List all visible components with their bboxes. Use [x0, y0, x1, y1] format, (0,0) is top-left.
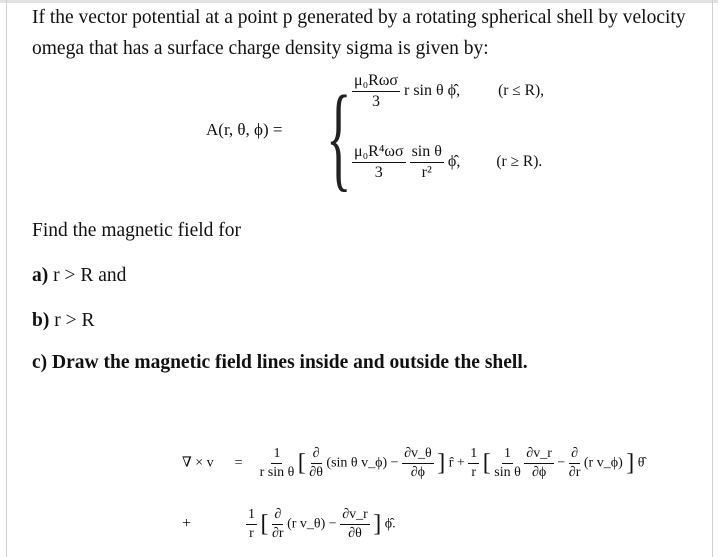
bracket-open: [	[297, 450, 306, 476]
part-b	[32, 310, 94, 332]
t3a-den: ∂r	[272, 526, 284, 541]
curl-t3-frac	[246, 507, 257, 542]
t2a-den: sin θ	[494, 465, 521, 480]
bracket-close: ]	[437, 450, 446, 476]
part-c-label: c)	[32, 352, 48, 373]
curl-t2c-frac	[569, 446, 581, 481]
case2-numerator1: μ₀R⁴ωσ	[352, 143, 406, 163]
problem-intro: If the vector potential at a point p generated by a rotating spherical shell by velocity omega that has a surface charge density sigma is given by:	[32, 7, 686, 59]
t2c-den: ∂r	[568, 465, 581, 480]
curl-t1b-frac	[402, 446, 434, 481]
t2-den: r	[471, 465, 477, 480]
t2b-num: ∂v_r	[524, 446, 554, 464]
t1-den: r sin θ	[259, 465, 295, 480]
case1-factor: r sin θ ϕ̂,	[403, 82, 461, 100]
t1a-den: ∂θ	[309, 465, 323, 480]
t3b-num: ∂v_r	[340, 507, 370, 525]
t2-arg: (r v_ϕ)	[583, 455, 623, 471]
t1b-num: ∂v_θ	[402, 446, 434, 464]
part-a	[32, 265, 126, 287]
t2-unit: θ̂	[637, 455, 645, 471]
t2-minus: −	[557, 455, 566, 471]
curl-formula-line2	[246, 507, 396, 542]
case2-denominator1: 3	[374, 164, 383, 181]
curl-t1a-frac	[309, 446, 323, 481]
t2b-den: ∂ϕ	[531, 465, 547, 480]
case1-condition: (r ≤ R),	[498, 82, 545, 100]
part-b-label: b)	[32, 310, 50, 331]
t3-den: r	[249, 526, 254, 541]
t2c-num: ∂	[569, 446, 580, 464]
part-b-text: r > R	[54, 310, 95, 331]
part-a-label: a)	[32, 265, 49, 286]
t2a-num: 1	[502, 446, 513, 464]
task-text: Find the magnetic field for	[32, 220, 242, 241]
curl-equals: =	[234, 455, 243, 471]
t1a-arg: (sin θ v_ϕ) −	[326, 455, 399, 471]
equation-lhs: A(r, θ, ϕ) =	[206, 120, 283, 139]
curl-t2a-frac	[494, 446, 521, 481]
case-brace: {	[326, 71, 352, 202]
part-a-text: r > R and	[53, 265, 127, 286]
curl-t1-frac	[260, 446, 295, 481]
part-c-text: Draw the magnetic field lines inside and outside the shell.	[52, 352, 528, 373]
t3a-num: ∂	[272, 507, 283, 525]
case1-numerator: μ₀Rωσ	[352, 72, 400, 92]
case2-numerator2: sin θ	[410, 143, 444, 163]
equation-case-inside	[352, 72, 544, 111]
bracket-open: [	[482, 450, 491, 476]
curl-t3a-frac	[272, 507, 284, 542]
curl-t2-frac	[468, 446, 479, 481]
t3-num: 1	[246, 507, 257, 525]
case2-fraction1	[352, 143, 406, 182]
curl-formula-line1	[182, 446, 644, 481]
curl-plus: +	[182, 515, 192, 532]
equation-case-outside	[352, 143, 542, 182]
case1-fraction	[352, 72, 400, 111]
t1a-num: ∂	[311, 446, 322, 464]
bracket-close: ]	[626, 450, 635, 476]
case2-denominator2: r²	[421, 164, 432, 181]
case1-denominator: 3	[371, 93, 380, 110]
curl-lhs: ∇ × v	[182, 455, 214, 471]
case2-fraction2	[410, 143, 444, 182]
t3b-den: ∂θ	[348, 526, 362, 541]
t3-unit: ϕ̂.	[384, 516, 396, 532]
t2-num: 1	[468, 446, 479, 464]
t3-arg: (r v_θ) −	[287, 516, 337, 532]
bracket-open: [	[260, 511, 269, 537]
bracket-close: ]	[373, 511, 382, 537]
t1-unit: r̂ +	[448, 455, 465, 471]
part-c	[32, 352, 528, 374]
t1b-den: ∂ϕ	[410, 465, 426, 480]
curl-t2b-frac	[524, 446, 554, 481]
case2-factor: ϕ̂,	[447, 153, 461, 171]
t1-num: 1	[271, 446, 282, 464]
case2-condition: (r ≥ R).	[496, 153, 543, 171]
curl-t3b-frac	[340, 507, 370, 542]
